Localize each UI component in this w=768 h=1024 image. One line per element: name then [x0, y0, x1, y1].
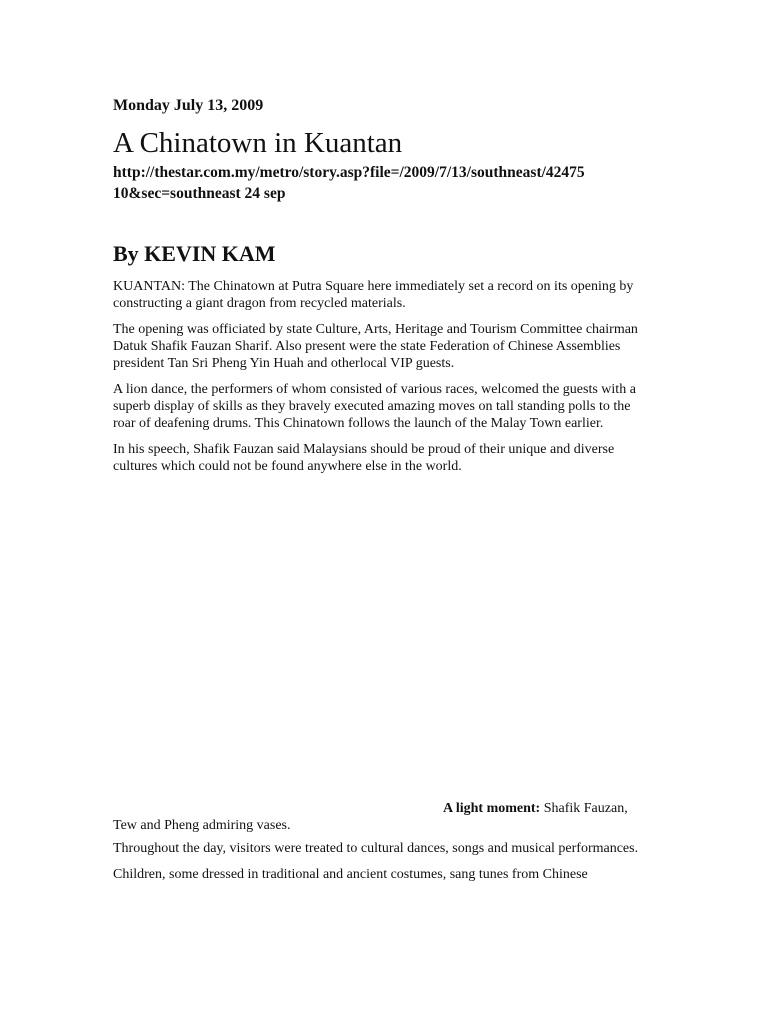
caption-text-line2: Tew and Pheng admiring vases.	[113, 818, 291, 833]
article-byline: By KEVIN KAM	[113, 241, 276, 266]
caption-label: A light moment:	[443, 801, 541, 816]
article-paragraph: KUANTAN: The Chinatown at Putra Square here immediately set a record on its opening by constructing a giant dragon from recycled materials.	[113, 279, 634, 311]
article-date: Monday July 13, 2009	[113, 97, 264, 114]
article-paragraph: Throughout the day, visitors were treated to cultural dances, songs and musical performances.	[113, 841, 639, 856]
article-header	[113, 96, 653, 484]
article-paragraph: In his speech, Shafik Fauzan said Malaysians should be proud of their unique and diverse cultures which could not be found anywhere else in the world.	[113, 442, 615, 474]
article-paragraph: A lion dance, the performers of whom consisted of various races, welcomed the guests with a superb display of skills as they bravely executed amazing moves on tall standing polls to the roar of deafening drums. This Chinatown follows the launch of the Malay Town earlier.	[113, 382, 636, 431]
article-paragraph: Children, some dressed in traditional and ancient costumes, sang tunes from Chinese	[113, 867, 588, 882]
image-caption	[113, 800, 653, 834]
article-url: http://thestar.com.my/metro/story.asp?file=/2009/7/13/southneast/42475 10&sec=southneast 24 sep	[113, 164, 585, 202]
article-continuation	[113, 840, 653, 892]
article-paragraph: The opening was officiated by state Culture, Arts, Heritage and Tourism Committee chairman Datuk Shafik Fauzan Sharif. Also present were the state Federation of Chinese Assemblies president Tan Sri Pheng Yin Huah and otherlocal VIP guests.	[113, 322, 638, 371]
article-title: A Chinatown in Kuantan	[113, 127, 403, 159]
caption-first-line	[113, 800, 653, 817]
caption-text-line1: Shafik Fauzan,	[540, 801, 628, 816]
